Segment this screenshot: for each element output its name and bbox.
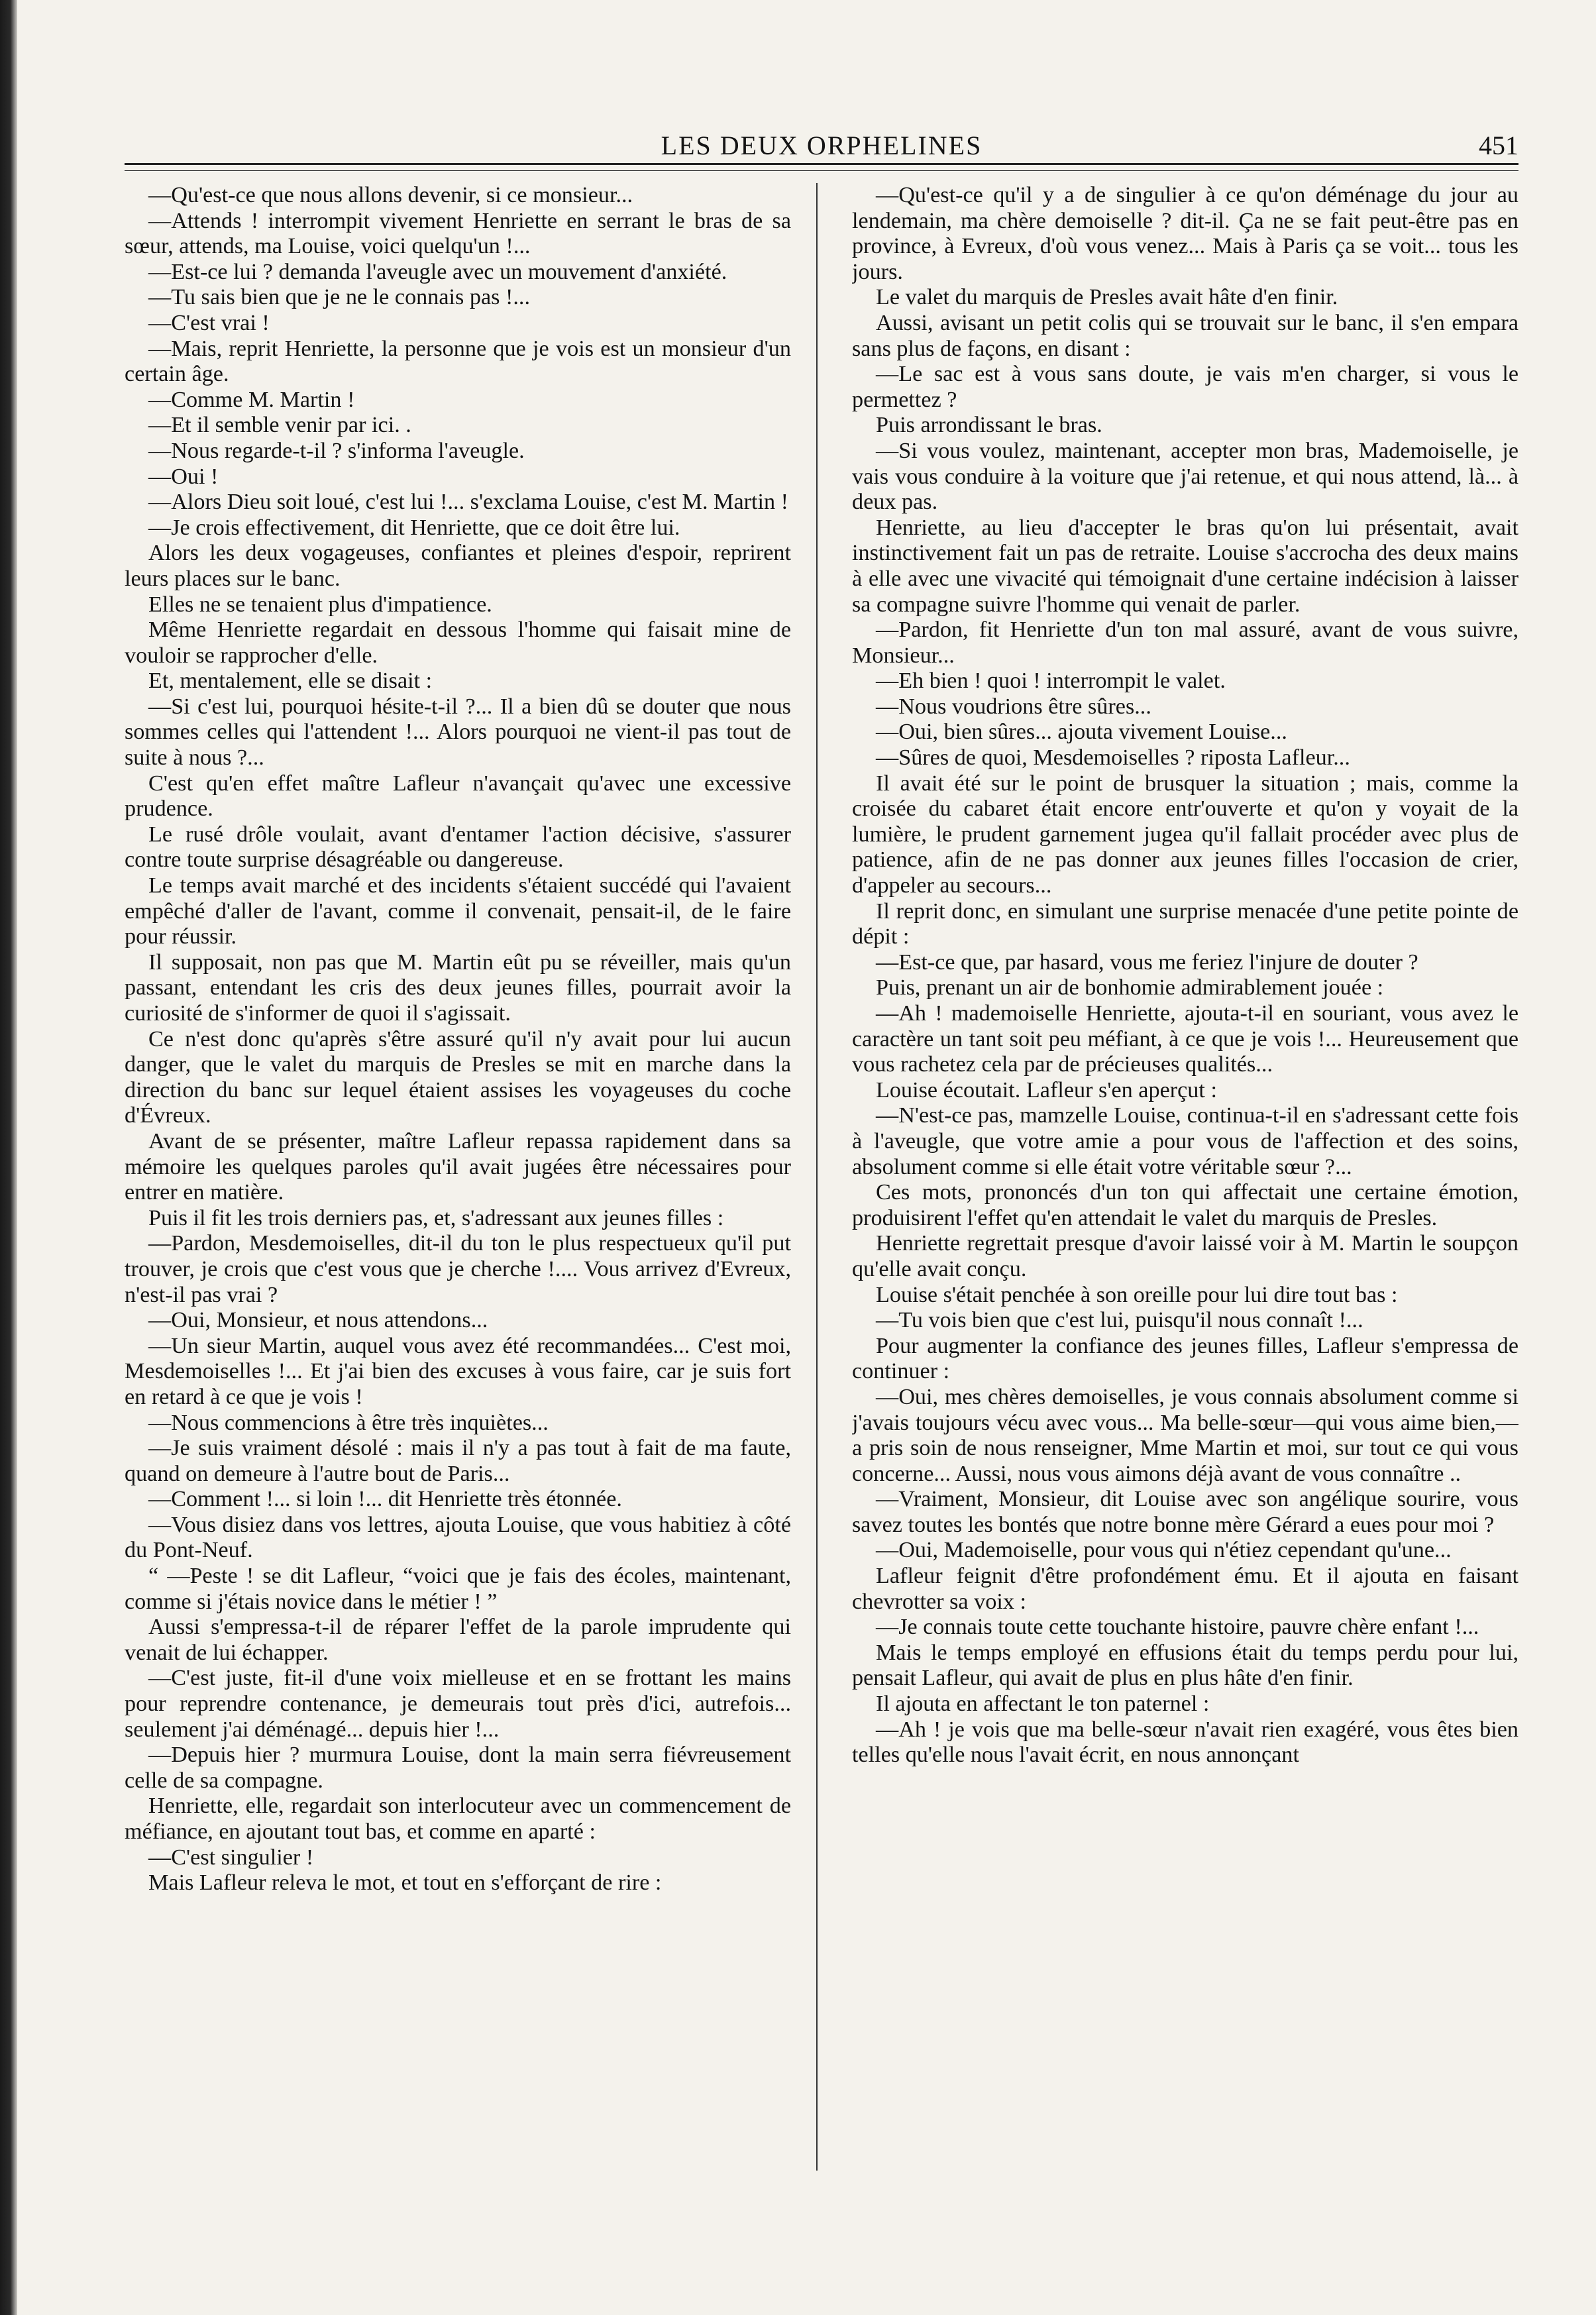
paragraph: C'est qu'en effet maître Lafleur n'avançait qu'avec une excessive prudence. bbox=[125, 771, 791, 822]
paragraph: —Nous commencions à être très inquiètes... bbox=[148, 1410, 549, 1435]
paragraph: Avant de se présenter, maître Lafleur repassa rapidement dans sa mémoire les quelques paroles qu'il avait jugées être nécessaires pour entrer en matière. bbox=[125, 1128, 791, 1205]
paragraph: Elles ne se tenaient plus d'impatience. bbox=[148, 592, 492, 617]
paragraph: —Est-ce que, par hasard, vous me feriez l'injure de douter ? bbox=[876, 949, 1418, 975]
paragraph: —Attends ! interrompit vivement Henriette en serrant le bras de sa sœur, attends, ma Louise, voici quelqu'un !... bbox=[125, 208, 791, 259]
left-column bbox=[125, 183, 791, 2184]
paragraph: Aussi s'empressa-t-il de réparer l'effet de la parole imprudente qui venait de lui échapper. bbox=[125, 1615, 791, 1665]
paragraph: —Je crois effectivement, dit Henriette, que ce doit être lui. bbox=[148, 515, 680, 540]
paragraph: —Nous regarde-t-il ? s'informa l'aveugle. bbox=[148, 438, 525, 463]
paragraph: Pour augmenter la confiance des jeunes filles, Lafleur s'empressa de continuer : bbox=[852, 1333, 1518, 1384]
paragraph: —Un sieur Martin, auquel vous avez été recommandées... C'est moi, Mesdemoiselles !... Et j'ai bien des excuses à vous faire, car je suis fort en retard à ce que je vois ! bbox=[125, 1333, 791, 1409]
paragraph: —Et il semble venir par ici. . bbox=[148, 413, 411, 438]
text-columns bbox=[125, 183, 1518, 2184]
paragraph: Ce n'est donc qu'après s'être assuré qu'il n'y avait pour lui aucun danger, que le valet du marquis de Presles se mit en marche dans la direction du banc sur lequel étaient assises les voyageuses du coche d'Évreux. bbox=[125, 1026, 791, 1128]
paragraph: —Est-ce lui ? demanda l'aveugle avec un mouvement d'anxiété. bbox=[148, 259, 727, 284]
paragraph: —Pardon, fit Henriette d'un ton mal assuré, avant de vous suivre, Monsieur... bbox=[852, 618, 1518, 668]
paragraph: —Mais, reprit Henriette, la personne que je vois est un monsieur d'un certain âge. bbox=[125, 336, 791, 387]
paragraph: Mais le temps employé en effusions était du temps perdu pour lui, pensait Lafleur, qui avait de plus en plus hâte d'en finir. bbox=[852, 1640, 1518, 1691]
paragraph: —Je connais toute cette touchante histoire, pauvre chère enfant !... bbox=[876, 1615, 1479, 1640]
paragraph: Henriette, au lieu d'accepter le bras qu'on lui présentait, avait instinctivement fait un pas de retraite. Louise s'accrocha des deux mains à elle avec une vivacité qui témoignait d'une certaine indécision à laisser sa compagne suivre l'homme qui venait de parler. bbox=[852, 515, 1518, 617]
paragraph: —N'est-ce pas, mamzelle Louise, continua-t-il en s'adressant cette fois à l'aveugle, que votre amie a pour vous de l'affection et des soins, absolument comme si elle était votre véritable sœur ?... bbox=[852, 1103, 1518, 1179]
paragraph: —Oui, Monsieur, et nous attendons... bbox=[148, 1308, 488, 1333]
paragraph: “ —Peste ! se dit Lafleur, “voici que je fais des écoles, maintenant, comme si j'étais novice dans le métier ! ” bbox=[125, 1564, 791, 1614]
paragraph: —Qu'est-ce qu'il y a de singulier à ce qu'on déménage du jour au lendemain, ma chère demoiselle ? dit-il. Ça ne se fait peut-être pas en province, à Evreux, d'où vous venez... Mais à Paris ça se voit... tous les jours. bbox=[852, 183, 1518, 284]
paragraph: —Oui, bien sûres... ajouta vivement Louise... bbox=[876, 720, 1287, 745]
paragraph: —Eh bien ! quoi ! interrompit le valet. bbox=[876, 669, 1226, 694]
paragraph: Puis arrondissant le bras. bbox=[876, 413, 1102, 438]
paragraph: —Oui ! bbox=[148, 464, 219, 489]
paragraph: Louise écoutait. Lafleur s'en aperçut : bbox=[876, 1077, 1217, 1103]
paragraph: —Si vous voulez, maintenant, accepter mon bras, Mademoiselle, je vais vous conduire à la voiture que j'ai retenue, et qui nous attend, là... à deux pas. bbox=[852, 438, 1518, 515]
paragraph: Alors les deux vogageuses, confiantes et pleines d'espoir, reprirent leurs places sur le banc. bbox=[125, 541, 791, 591]
paragraph: Henriette, elle, regardait son interlocuteur avec un commencement de méfiance, en ajoutant tout bas, et comme en aparté : bbox=[125, 1794, 791, 1844]
paragraph: —Nous voudrions être sûres... bbox=[876, 694, 1151, 719]
right-column bbox=[852, 183, 1518, 2184]
paragraph: —Pardon, Mesdemoiselles, dit-il du ton le plus respectueux qu'il put trouver, je crois que c'est vous que je cherche !.... Vous arrivez d'Evreux, n'est-il pas vrai ? bbox=[125, 1231, 791, 1307]
paragraph: Le temps avait marché et des incidents s'étaient succédé qui l'avaient empêché d'aller de l'avant, comme il convenait, pensait-il, de le faire pour réussir. bbox=[125, 873, 791, 949]
paragraph: Le valet du marquis de Presles avait hâte d'en finir. bbox=[876, 285, 1338, 310]
paragraph: —C'est singulier ! bbox=[148, 1845, 314, 1870]
paragraph: Puis il fit les trois derniers pas, et, s'adressant aux jeunes filles : bbox=[148, 1205, 724, 1230]
paragraph: —C'est vrai ! bbox=[148, 310, 270, 335]
paragraph: —Tu sais bien que je ne le connais pas !... bbox=[148, 285, 531, 310]
binding-edge bbox=[0, 0, 17, 2315]
paragraph: —Tu vois bien que c'est lui, puisqu'il nous connaît !... bbox=[876, 1308, 1363, 1333]
paragraph: —Oui, mes chères demoiselles, je vous connais absolument comme si j'avais toujours vécu avec vous... Ma belle-sœur—qui vous aime bien,—a pris soin de nous renseigner, Mme Martin et moi, sur tout ce qui vous concerne... Aussi, nous vous aimons déjà avant de vous connaître .. bbox=[852, 1384, 1518, 1486]
paragraph: —Si c'est lui, pourquoi hésite-t-il ?... Il a bien dû se douter que nous sommes celles qui l'attendent !... Alors pourquoi ne vient-il pas tout de suite à nous ?... bbox=[125, 694, 791, 771]
paragraph: —Ah ! je vois que ma belle-sœur n'avait rien exagéré, vous êtes bien telles qu'elle nous l'avait écrit, en nous annonçant bbox=[852, 1717, 1518, 1768]
paragraph: —Comment !... si loin !... dit Henriette très étonnée. bbox=[148, 1487, 622, 1512]
paragraph: Il reprit donc, en simulant une surprise menacée d'une petite pointe de dépit : bbox=[852, 898, 1518, 949]
paragraph: Aussi, avisant un petit colis qui se trouvait sur le banc, il s'en empara sans plus de façons, en disant : bbox=[852, 310, 1518, 361]
paragraph: —Comme M. Martin ! bbox=[148, 387, 355, 412]
paragraph: Ces mots, prononcés d'un ton qui affectait une certaine émotion, produisirent l'effet qu'en attendait le valet du marquis de Presles. bbox=[852, 1180, 1518, 1230]
paragraph: Lafleur feignit d'être profondément ému. Et il ajouta en faisant chevrotter sa voix : bbox=[852, 1564, 1518, 1614]
paragraph: —Vous disiez dans vos lettres, ajouta Louise, que vous habitiez à côté du Pont-Neuf. bbox=[125, 1512, 791, 1563]
paragraph: —Ah ! mademoiselle Henriette, ajouta-t-il en souriant, vous avez le caractère un tant soit peu méfiant, à ce que je vois !... Heureusement que vous rachetez cela par de précieuses qualités... bbox=[852, 1001, 1518, 1077]
paragraph: Puis, prenant un air de bonhomie admirablement jouée : bbox=[876, 975, 1384, 1000]
paragraph: Louise s'était penchée à son oreille pour lui dire tout bas : bbox=[876, 1282, 1398, 1307]
paragraph: —Je suis vraiment désolé : mais il n'y a pas tout à fait de ma faute, quand on demeure à l'autre bout de Paris... bbox=[125, 1436, 791, 1486]
paragraph: —Qu'est-ce que nous allons devenir, si ce monsieur... bbox=[148, 183, 633, 207]
paragraph: —Vraiment, Monsieur, dit Louise avec son angélique sourire, vous savez toutes les bontés que notre bonne mère Gérard a eues pour moi ? bbox=[852, 1487, 1518, 1537]
paragraph: Henriette regrettait presque d'avoir laissé voir à M. Martin le soupçon qu'elle avait conçu. bbox=[852, 1231, 1518, 1281]
paragraph: Et, mentalement, elle se disait : bbox=[148, 669, 433, 694]
paragraph: Mais Lafleur releva le mot, et tout en s'efforçant de rire : bbox=[148, 1870, 662, 1896]
paragraph: Il avait été sur le point de brusquer la situation ; mais, comme la croisée du cabaret était encore entr'ouverte et qu'on y voyait de la lumière, le prudent garnement jugea qu'il fallait procéder avec plus de patience, afin de ne pas donner aux jeunes filles l'occasion de crier, d'appeler au secours... bbox=[852, 771, 1518, 898]
paragraph: Il ajouta en affectant le ton paternel : bbox=[876, 1692, 1210, 1717]
page bbox=[125, 126, 1518, 2186]
paragraph: —Oui, Mademoiselle, pour vous qui n'étiez cependant qu'une... bbox=[876, 1538, 1452, 1563]
page-header bbox=[125, 126, 1518, 165]
paragraph: Même Henriette regardait en dessous l'homme qui faisait mine de vouloir se rapprocher d'elle. bbox=[125, 618, 791, 668]
running-title: LES DEUX ORPHELINES bbox=[661, 131, 983, 160]
paragraph: —C'est juste, fit-il d'une voix mielleuse et en se frottant les mains pour reprendre contenance, je demeurais tout près d'ici, autrefois... seulement j'ai déménagé... depuis hier !... bbox=[125, 1666, 791, 1742]
header-rule bbox=[125, 170, 1518, 171]
paragraph: Il supposait, non pas que M. Martin eût pu se réveiller, mais qu'un passant, entendant les cris des deux jeunes filles, pourrait avoir la curiosité de s'informer de quoi il s'agissait. bbox=[125, 949, 791, 1026]
paragraph: —Alors Dieu soit loué, c'est lui !... s'exclama Louise, c'est M. Martin ! bbox=[148, 490, 789, 515]
paragraph: —Depuis hier ? murmura Louise, dont la main serra fiévreusement celle de sa compagne. bbox=[125, 1743, 791, 1793]
paragraph: Le rusé drôle voulait, avant d'entamer l'action décisive, s'assurer contre toute surprise désagréable ou dangereuse. bbox=[125, 822, 791, 873]
paragraph: —Le sac est à vous sans doute, je vais m'en charger, si vous le permettez ? bbox=[852, 362, 1518, 412]
paragraph: —Sûres de quoi, Mesdemoiselles ? riposta Lafleur... bbox=[876, 745, 1350, 771]
page-number: 451 bbox=[1479, 131, 1518, 160]
